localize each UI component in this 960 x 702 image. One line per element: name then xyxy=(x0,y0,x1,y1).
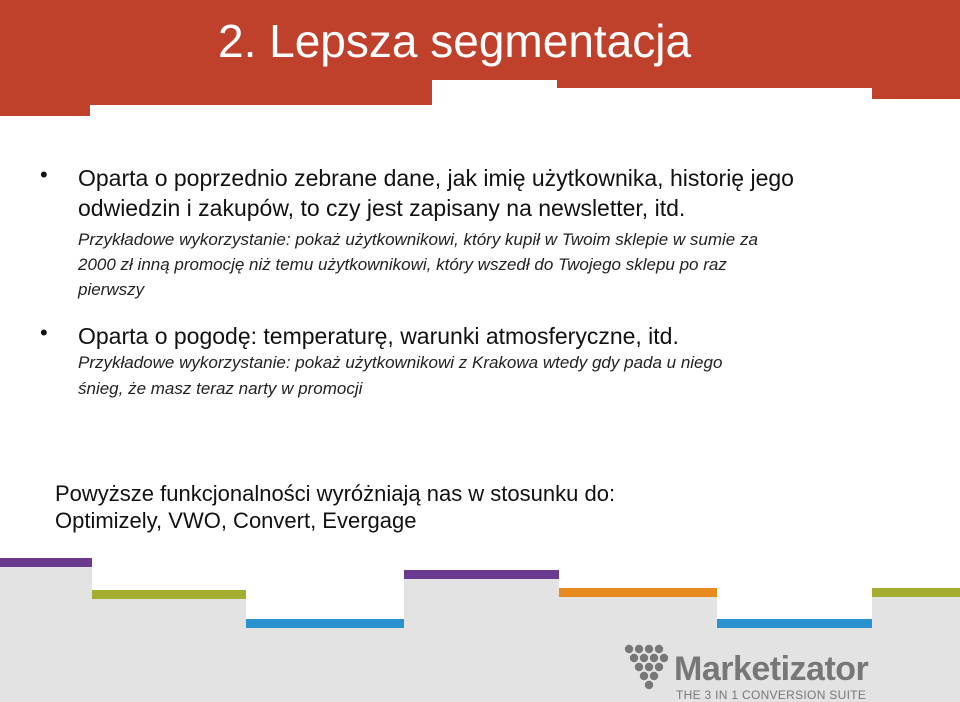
bullet-example-text: Przykładowe wykorzystanie: pokaż użytkownikowi z Krakowa wtedy gdy pada u niego xyxy=(78,353,723,372)
logo-wordmark: Marketizator xyxy=(674,650,869,688)
purple-bar xyxy=(0,558,92,567)
competitors-list: Optimizely, VWO, Convert, Evergage xyxy=(55,508,417,533)
bullet-icon: • xyxy=(40,162,48,187)
slide-title: 2. Lepsza segmentacja xyxy=(218,15,692,67)
olive-bar xyxy=(92,590,246,599)
bullet-main-text: Oparta o pogodę: temperaturę, warunki atmosferyczne, itd. xyxy=(78,323,679,349)
grape-logo-icon xyxy=(624,644,672,702)
blue-bar xyxy=(717,619,872,628)
olive-bar xyxy=(872,588,960,597)
bullet-main-text: odwiedzin i zakupów, to czy jest zapisany na newsletter, itd. xyxy=(78,195,686,221)
competitors-intro: Powyższe funkcjonalności wyróżniają nas w stosunku do: xyxy=(55,481,616,506)
orange-bar xyxy=(559,588,717,597)
bullet-example-text: Przykładowe wykorzystanie: pokaż użytkownikowi, który kupił w Twoim sklepie w sumie za xyxy=(78,230,758,249)
blue-bar xyxy=(246,619,404,628)
bullet-main-text: Oparta o poprzednio zebrane dane, jak imię użytkownika, historię jego xyxy=(78,165,794,191)
bullet-example-text: 2000 zł inną promocję niż temu użytkownikowi, który wszedł do Twojego sklepu po raz xyxy=(78,255,727,274)
bullet-example-text: śnieg, że masz teraz narty w promocji xyxy=(78,379,363,398)
purple-bar xyxy=(404,570,559,579)
logo-tagline: THE 3 IN 1 CONVERSION SUITE xyxy=(676,688,867,702)
bullet-icon: • xyxy=(40,320,48,345)
bullet-example-text: pierwszy xyxy=(78,280,145,299)
